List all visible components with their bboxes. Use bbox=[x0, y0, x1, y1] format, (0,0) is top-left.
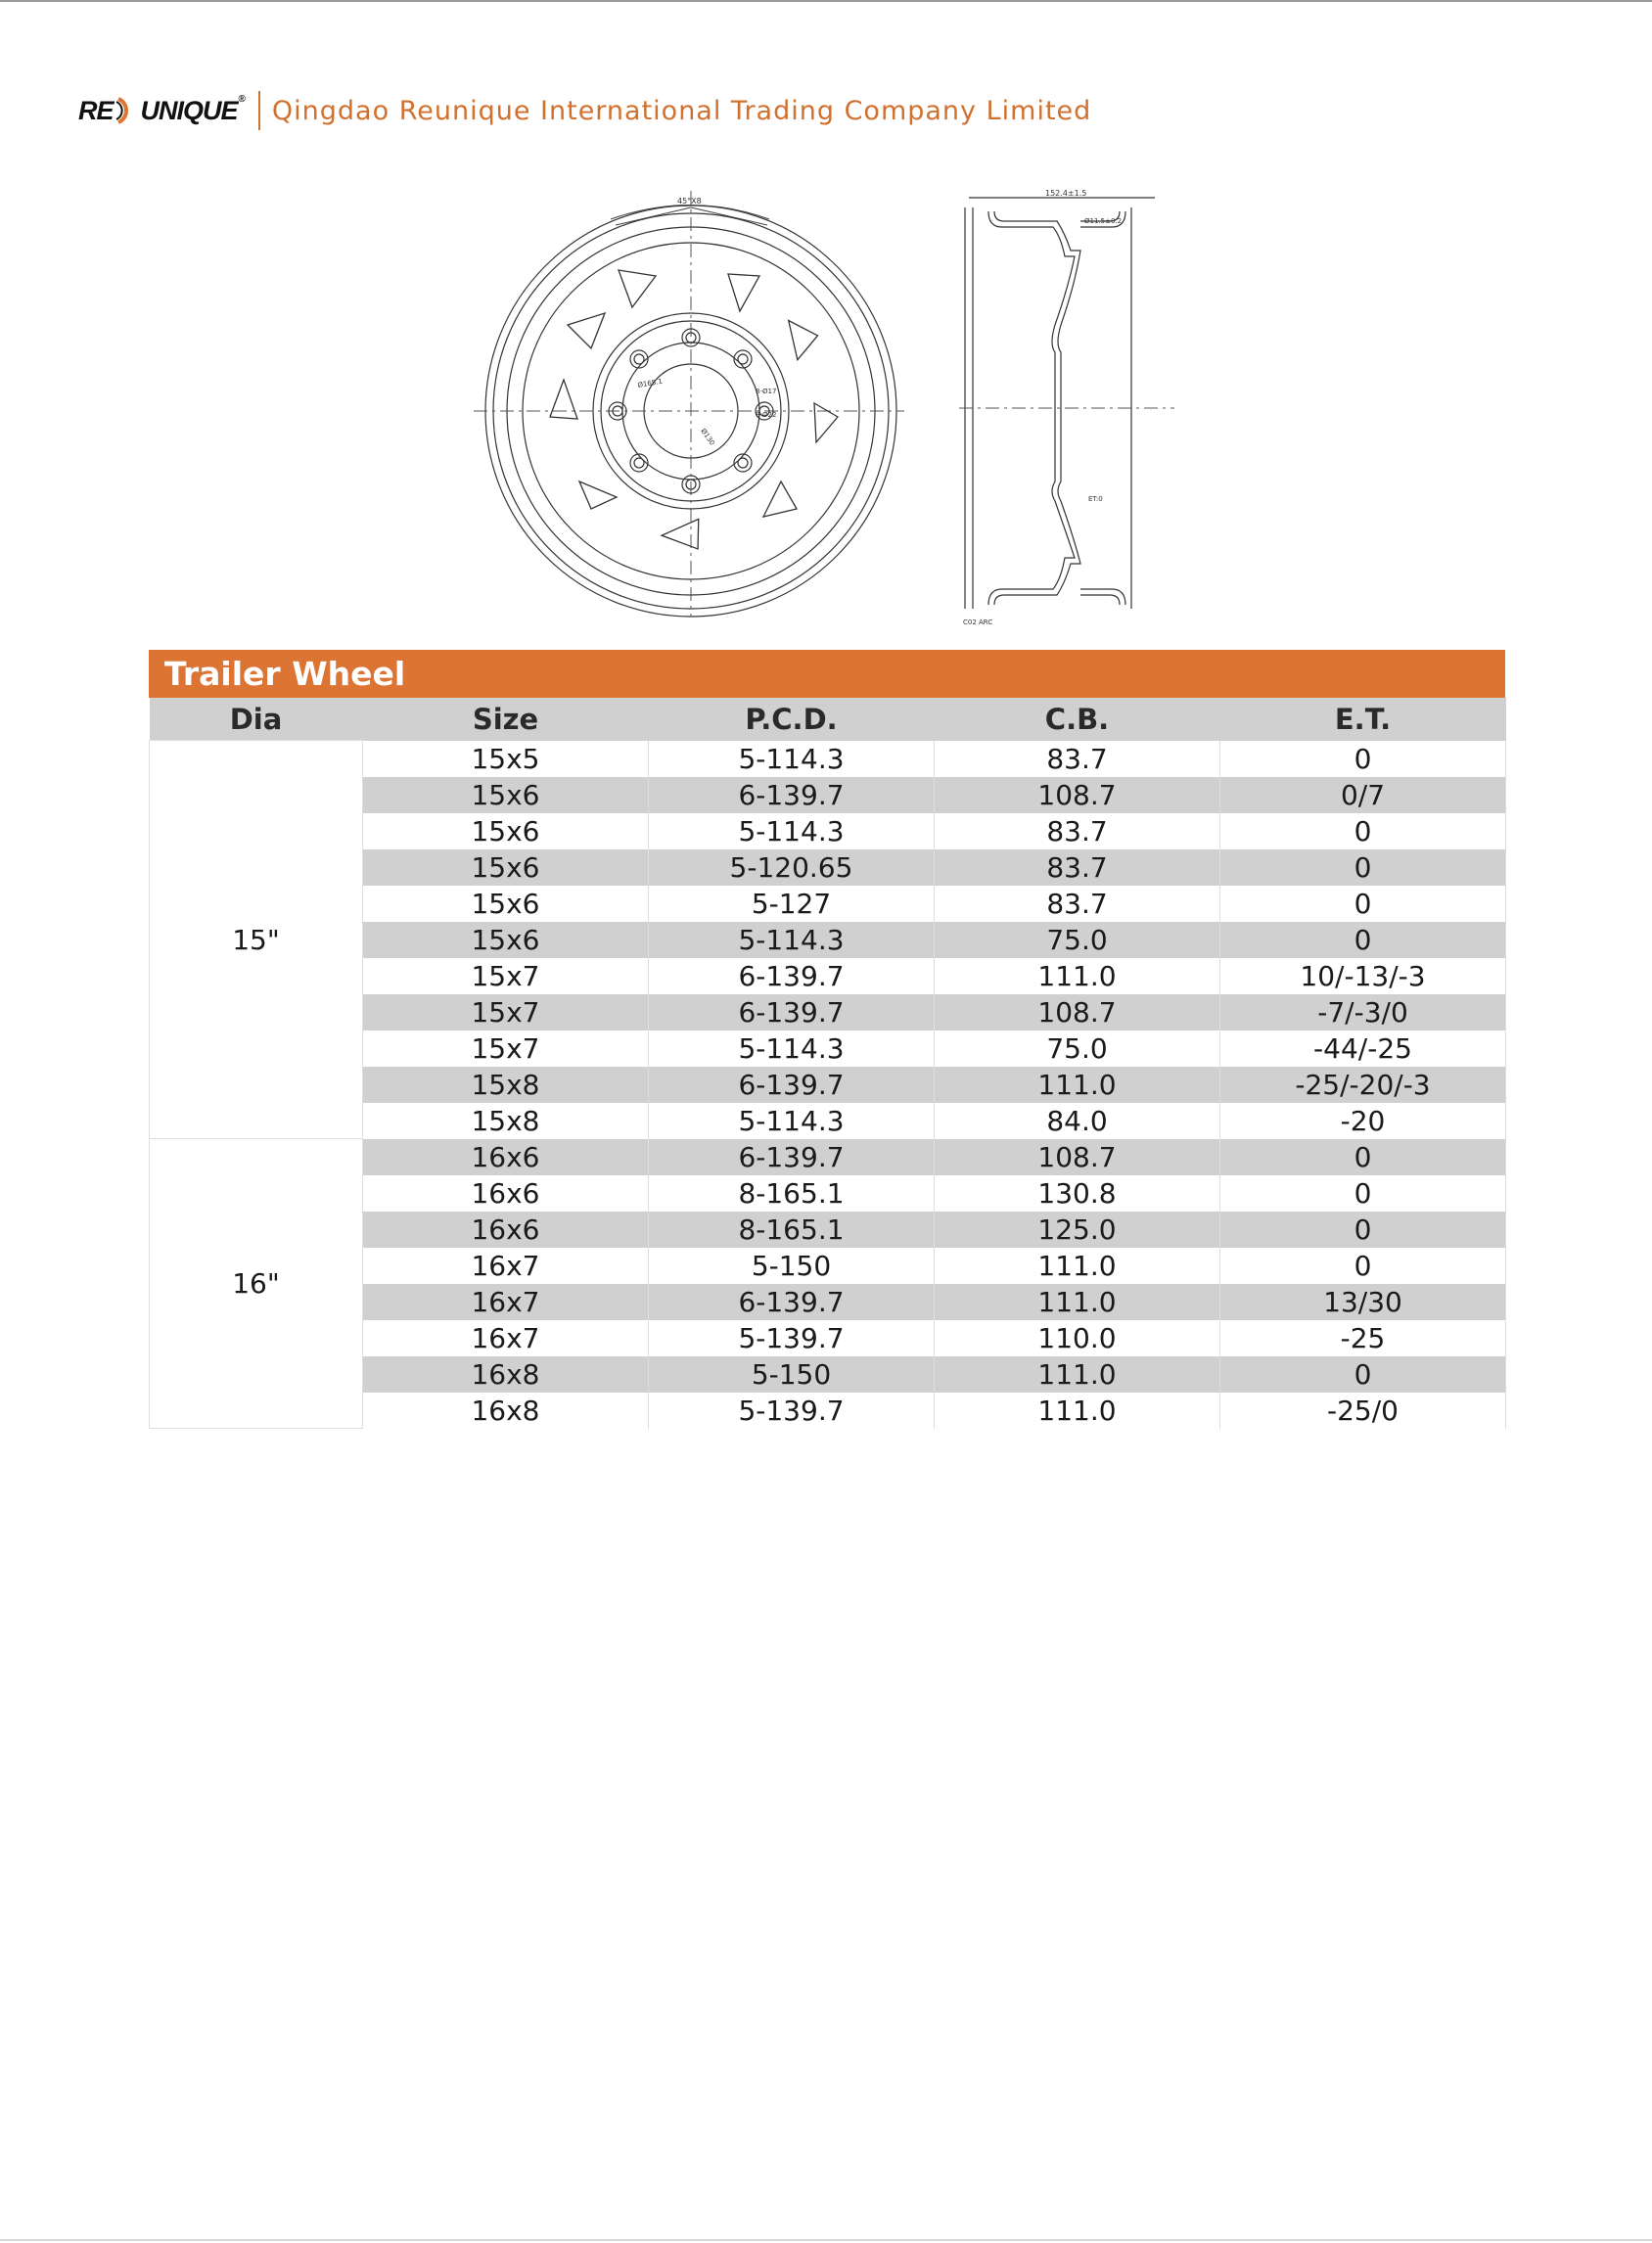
size-cell: 16x7 bbox=[363, 1248, 649, 1284]
company-name: Qingdao Reunique International Trading Company Limited bbox=[271, 95, 1092, 126]
bottom-rule bbox=[0, 2239, 1652, 2241]
size-cell: 15x6 bbox=[363, 813, 649, 849]
cb-cell: 83.7 bbox=[935, 741, 1220, 777]
logo-text-right: UNIQUE bbox=[140, 95, 238, 125]
cb-cell: 108.7 bbox=[935, 994, 1220, 1030]
size-cell: 16x6 bbox=[363, 1175, 649, 1212]
cb-cell: 111.0 bbox=[935, 1284, 1220, 1320]
pcd-cell: 5-114.3 bbox=[649, 1103, 935, 1139]
drawing-label-width: 152.4±1.5 bbox=[1045, 189, 1087, 198]
pcd-cell: 5-120.65 bbox=[649, 849, 935, 886]
logo-ring-icon bbox=[111, 96, 140, 125]
drawing-label-hole1: 8-Ø17 bbox=[756, 388, 777, 395]
pcd-cell: 5-114.3 bbox=[649, 813, 935, 849]
size-cell: 15x8 bbox=[363, 1103, 649, 1139]
et-cell: 13/30 bbox=[1220, 1284, 1506, 1320]
pcd-cell: 5-150 bbox=[649, 1248, 935, 1284]
et-cell: -25/-20/-3 bbox=[1220, 1067, 1506, 1103]
cb-cell: 75.0 bbox=[935, 922, 1220, 958]
et-cell: -25 bbox=[1220, 1320, 1506, 1356]
pcd-cell: 8-165.1 bbox=[649, 1175, 935, 1212]
size-cell: 15x8 bbox=[363, 1067, 649, 1103]
top-rule bbox=[0, 0, 1652, 2]
cb-cell: 110.0 bbox=[935, 1320, 1220, 1356]
table-row bbox=[150, 1139, 1506, 1175]
registered-mark: ® bbox=[238, 93, 245, 105]
et-cell: 0 bbox=[1220, 1139, 1506, 1175]
pcd-cell: 5-139.7 bbox=[649, 1393, 935, 1429]
table-title: Trailer Wheel bbox=[149, 650, 1505, 698]
et-cell: -20 bbox=[1220, 1103, 1506, 1139]
drawing-label-offset: ET:0 bbox=[1088, 495, 1103, 503]
cb-cell: 108.7 bbox=[935, 1139, 1220, 1175]
header-pcd: P.C.D. bbox=[649, 698, 935, 741]
dia-cell: 16" bbox=[150, 1139, 363, 1429]
et-cell: 0 bbox=[1220, 886, 1506, 922]
drawing-label-angle: 45°X8 bbox=[677, 197, 702, 206]
size-cell: 15x6 bbox=[363, 886, 649, 922]
table-body bbox=[150, 741, 1506, 1429]
size-cell: 16x6 bbox=[363, 1212, 649, 1248]
et-cell: -25/0 bbox=[1220, 1393, 1506, 1429]
pcd-cell: 5-150 bbox=[649, 1356, 935, 1393]
et-cell: -44/-25 bbox=[1220, 1030, 1506, 1067]
size-cell: 16x8 bbox=[363, 1393, 649, 1429]
drawing-label-pcd: Ø165.1 bbox=[636, 377, 664, 389]
header-dia: Dia bbox=[150, 698, 363, 741]
cb-cell: 83.7 bbox=[935, 886, 1220, 922]
size-cell: 15x6 bbox=[363, 922, 649, 958]
size-cell: 15x6 bbox=[363, 849, 649, 886]
cb-cell: 130.8 bbox=[935, 1175, 1220, 1212]
drawing-label-hole2: 8-Ø22 bbox=[756, 411, 777, 419]
et-cell: 10/-13/-3 bbox=[1220, 958, 1506, 994]
pcd-cell: 5-114.3 bbox=[649, 741, 935, 777]
et-cell: 0/7 bbox=[1220, 777, 1506, 813]
cb-cell: 75.0 bbox=[935, 1030, 1220, 1067]
et-cell: 0 bbox=[1220, 741, 1506, 777]
wheel-front-view-drawing bbox=[474, 186, 904, 621]
cb-cell: 111.0 bbox=[935, 1067, 1220, 1103]
size-cell: 15x5 bbox=[363, 741, 649, 777]
wheel-section-drawing bbox=[959, 188, 1174, 628]
et-cell: 0 bbox=[1220, 1212, 1506, 1248]
size-cell: 15x7 bbox=[363, 994, 649, 1030]
pcd-cell: 5-139.7 bbox=[649, 1320, 935, 1356]
cb-cell: 111.0 bbox=[935, 1356, 1220, 1393]
size-cell: 15x7 bbox=[363, 958, 649, 994]
et-cell: 0 bbox=[1220, 1175, 1506, 1212]
cb-cell: 111.0 bbox=[935, 958, 1220, 994]
size-cell: 16x6 bbox=[363, 1139, 649, 1175]
header-divider bbox=[258, 91, 260, 130]
size-cell: 16x8 bbox=[363, 1356, 649, 1393]
header-et: E.T. bbox=[1220, 698, 1506, 741]
size-cell: 15x7 bbox=[363, 1030, 649, 1067]
table-row bbox=[150, 741, 1506, 777]
pcd-cell: 6-139.7 bbox=[649, 1067, 935, 1103]
et-cell: 0 bbox=[1220, 813, 1506, 849]
page-header bbox=[78, 86, 1091, 135]
header-size: Size bbox=[363, 698, 649, 741]
cb-cell: 84.0 bbox=[935, 1103, 1220, 1139]
drawing-label-valve: Ø11.5±0.2 bbox=[1084, 217, 1123, 225]
size-cell: 16x7 bbox=[363, 1320, 649, 1356]
pcd-cell: 6-139.7 bbox=[649, 777, 935, 813]
cb-cell: 125.0 bbox=[935, 1212, 1220, 1248]
dia-cell: 15" bbox=[150, 741, 363, 1139]
cb-cell: 111.0 bbox=[935, 1393, 1220, 1429]
pcd-cell: 8-165.1 bbox=[649, 1212, 935, 1248]
et-cell: 0 bbox=[1220, 849, 1506, 886]
header-cb: C.B. bbox=[935, 698, 1220, 741]
drawing-label-center-bore: Ø130 bbox=[699, 427, 716, 447]
cb-cell: 111.0 bbox=[935, 1248, 1220, 1284]
cb-cell: 83.7 bbox=[935, 849, 1220, 886]
logo-text-left: RE bbox=[78, 95, 114, 125]
et-cell: -7/-3/0 bbox=[1220, 994, 1506, 1030]
et-cell: 0 bbox=[1220, 1248, 1506, 1284]
pcd-cell: 5-114.3 bbox=[649, 922, 935, 958]
pcd-cell: 6-139.7 bbox=[649, 994, 935, 1030]
pcd-cell: 5-114.3 bbox=[649, 1030, 935, 1067]
size-cell: 16x7 bbox=[363, 1284, 649, 1320]
table-header-row bbox=[150, 698, 1506, 741]
pcd-cell: 6-139.7 bbox=[649, 1284, 935, 1320]
spec-table bbox=[149, 698, 1506, 1429]
drawing-label-weld: C02 ARC bbox=[963, 618, 993, 626]
pcd-cell: 6-139.7 bbox=[649, 958, 935, 994]
pcd-cell: 5-127 bbox=[649, 886, 935, 922]
cb-cell: 83.7 bbox=[935, 813, 1220, 849]
pcd-cell: 6-139.7 bbox=[649, 1139, 935, 1175]
company-logo bbox=[78, 89, 245, 132]
cb-cell: 108.7 bbox=[935, 777, 1220, 813]
size-cell: 15x6 bbox=[363, 777, 649, 813]
trailer-wheel-table-section bbox=[149, 650, 1505, 1429]
et-cell: 0 bbox=[1220, 922, 1506, 958]
et-cell: 0 bbox=[1220, 1356, 1506, 1393]
